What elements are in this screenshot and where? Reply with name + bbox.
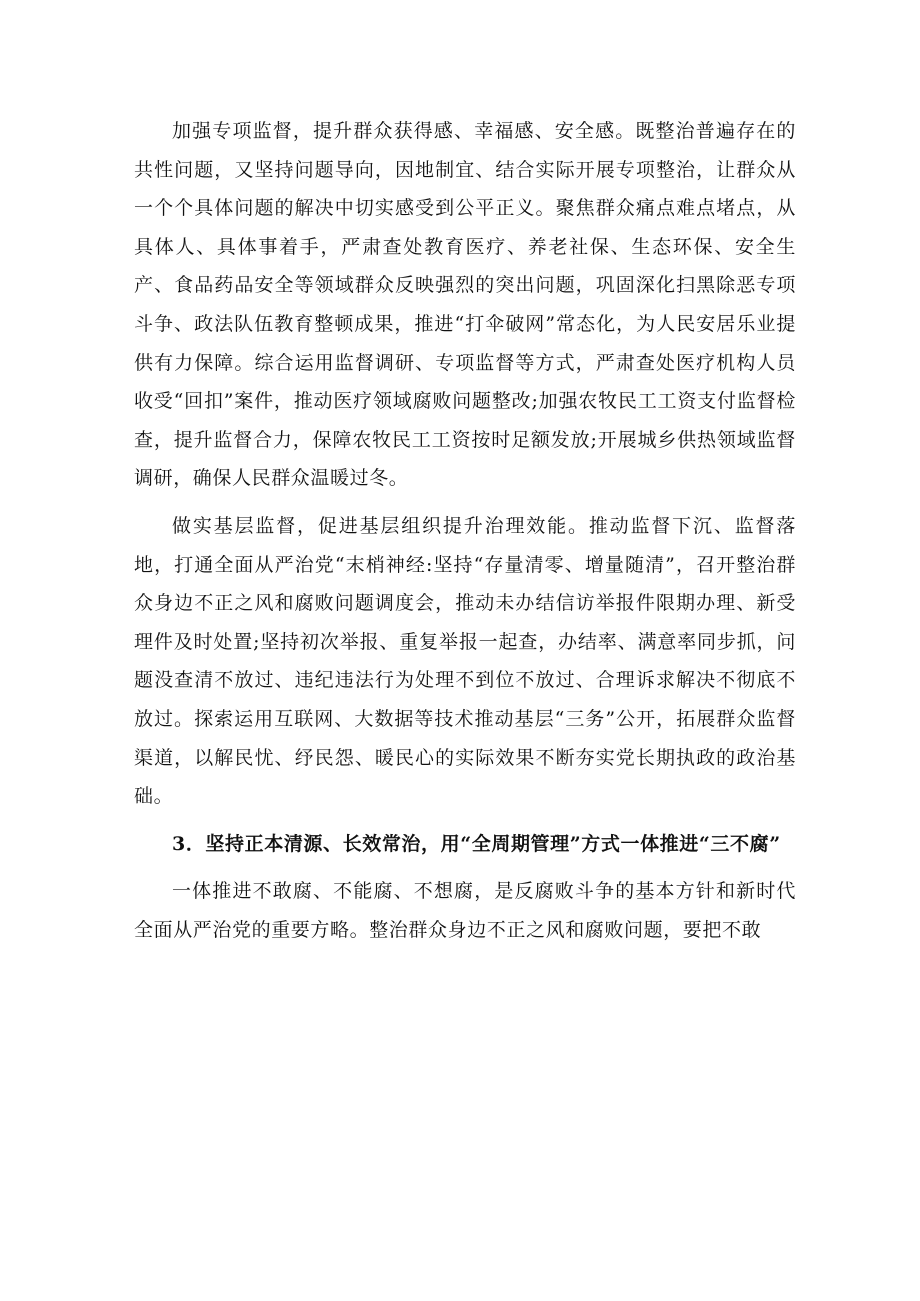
section-heading-3: 3．坚持正本清源、长效常治，用“全周期管理”方式一体推进“三不腐” [172,832,781,855]
paragraph-three-no-corruption: 一体推进不敢腐、不能腐、不想腐，是反腐败斗争的基本方针和新时代全面从严治党的重要方略。整治群众身边不正之风和腐败问题，要把不敢 [134,880,796,941]
paragraph-grassroots-supervision: 做实基层监督，促进基层组织提升治理效能。推动监督下沉、监督落地，打通全面从严治党“末梢神经:坚持“存量清零、增量随清”，召开整治群众身边不正之风和腐败问题调度会，推动未办结信访举报件限期办理、新受理件及时处置;坚持初次举报、重复举报一起查，办结率、满意率同步抓，问题没查清不放过、违纪违法行为处理不到位不放过、合理诉求解决不彻底不放过。探索运用互联网、大数据等技术推动基层“三务”公开，拓展群众监督渠道，以解民忧、纾民怨、暖民心的实际效果不断夯实党长期执政的政治基础。 [134,514,796,808]
paragraph-special-supervision: 加强专项监督，提升群众获得感、幸福感、安全感。既整治普遍存在的共性问题，又坚持问题导向，因地制宜、结合实际开展专项整治，让群众从一个个具体问题的解决中切实感受到公平正义。聚焦群众痛点难点堵点，从具体人、具体事着手，严肃查处教育医疗、养老社保、生态环保、安全生产、食品药品安全等领域群众反映强烈的突出问题，巩固深化扫黑除恶专项斗争、政法队伍教育整顿成果，推进“打伞破网”常态化，为人民安居乐业提供有力保障。综合运用监督调研、专项监督等方式，严肃查处医疗机构人员收受“回扣”案件，推动医疗领域腐败问题整改;加强农牧民工工资支付监督检查，提升监督合力，保障农牧民工工资按时足额发放;开展城乡供热领域监督调研，确保人民群众温暖过冬。 [134,120,796,490]
document-body [134,112,796,949]
